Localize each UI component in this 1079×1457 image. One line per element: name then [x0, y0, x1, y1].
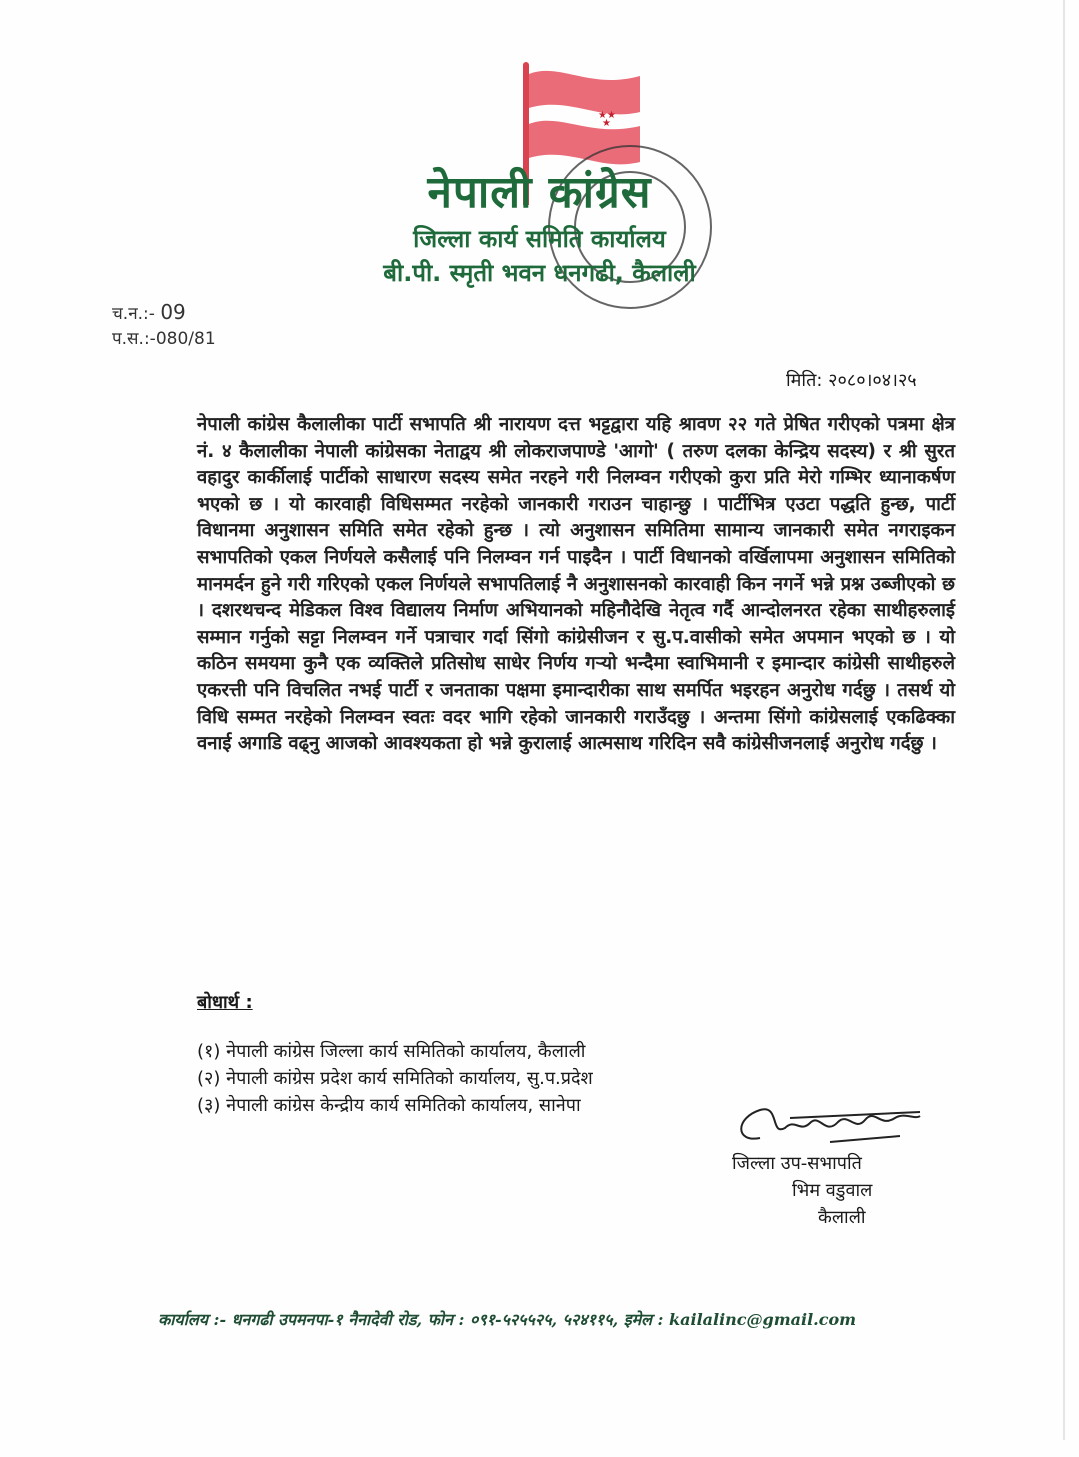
signer-name: भिम वडुवाल	[792, 1180, 873, 1201]
cc-item: (३) नेपाली कांग्रेस केन्द्रीय कार्य समितिको कार्यालय, सानेपा	[197, 1095, 581, 1116]
cc-item: (२) नेपाली कांग्रेस प्रदेश कार्य समितिको कार्यालय, सु.प.प्रदेश	[197, 1068, 593, 1089]
fiscal-value: 080/81	[155, 329, 216, 349]
footer-contact: कार्यालय :- धनगढी उपमनपा-१ नैनादेवी रोड, फोन : ०९१-५२५५२५, ५२४११५, इमेल : kailalinc@gmail.com	[158, 1310, 857, 1329]
letter-date: मिति: २०८०।०४।२५	[786, 370, 917, 391]
svg-text:★: ★	[602, 118, 611, 129]
signature	[730, 1098, 930, 1153]
svg-text:★★: ★★	[598, 110, 616, 121]
cc-item: (१) नेपाली कांग्रेस जिल्ला कार्य समितिको कार्यालय, कैलाली	[197, 1041, 586, 1062]
dispatch-label: च.न.:-	[112, 304, 155, 324]
signer-title: जिल्ला उप-सभापति	[732, 1153, 862, 1174]
fiscal-year	[112, 326, 216, 349]
cc-label: बोधार्थ :	[197, 992, 253, 1013]
letter-body: नेपाली कांग्रेस कैलालीका पार्टी सभापति श्री नारायण दत्त भट्टद्वारा यहि श्रावण २२ गते प्रेषित गरीएको पत्रमा क्षेत्र नं. ४ कैलालीका नेपाली कांग्रेसका नेताद्वय श्री लोकराजपाण्डे 'आगो' ( तरुण दलका केन्द्रिय सदस्य) र श्री सुरत वहादुर कार्कीलाई पार्टीको साधारण सदस्य समेत नरहने गरी निलम्वन गरीएको कुरा प्रति मेरो गम्भिर ध्यानाकर्षण भएको छ । यो कारवाही विधिसम्मत नरहेको जानकारी गराउन चाहान्छु । पार्टीभित्र एउटा पद्धति हुन्छ, पार्टी विधानमा अनुशासन समिति समेत रहेको हुन्छ । त्यो अनुशासन समितिमा सामान्य जानकारी समेत नगराइकन सभापतिको एकल निर्णयले कसैलाई पनि निलम्वन गर्न पाइदैन । पार्टी विधानको वर्खिलापमा अनुशासन समितिको मानमर्दन हुने गरी गरिएको एकल निर्णयले सभापतिलाई नै अनुशासनको कारवाही किन नगर्ने भन्ने प्रश्न उब्जीएको छ । दशरथचन्द मेडिकल विश्व विद्यालय निर्माण अभियानको महिनौदेखि नेतृत्व गर्दै आन्दोलनरत रहेका साथीहरुलाई सम्मान गर्नुको सट्टा निलम्वन गर्ने पत्राचार गर्दा सिंगो कांग्रेसीजन र सु.प.वासीको समेत अपमान भएको छ । यो कठिन समयमा कुनै एक व्यक्तिले प्रतिसोध साधेर निर्णय गर्‍यो भन्दैमा स्वाभिमानी र इमान्दार कांग्रेसी साथीहरुले एकरत्ती पनि विचलित नभई पार्टी र जनताका पक्षमा इमान्दारीका साथ समर्पित भइरहन अनुरोध गर्दछु । तसर्थ यो विधि सम्मत नरहेको निलम्वन स्वतः वदर भागि रहेको जानकारी गराउँदछु । अन्तमा सिंगो कांग्रेसलाई एकढिक्का वनाई अगाडि वढ्नु आजको आवश्यकता हो भन्ने कुरालाई आत्मसाथ गरिदिन सवै कांग्रेसीजनलाई अनुरोध गर्दछु ।	[197, 414, 955, 755]
office-name: जिल्ला कार्य समिति कार्यालय	[413, 225, 666, 253]
dispatch-number	[112, 300, 186, 324]
org-name: नेपाली कांग्रेस	[427, 167, 652, 218]
signer-block	[732, 1150, 872, 1231]
signer-district: कैलाली	[818, 1207, 866, 1228]
fiscal-label: प.स.:-	[112, 329, 156, 349]
office-address: बी.पी. स्मृती भवन धनगढी, कैलाली	[383, 259, 696, 287]
cc-list	[197, 1038, 593, 1119]
dispatch-value: 09	[160, 300, 186, 324]
